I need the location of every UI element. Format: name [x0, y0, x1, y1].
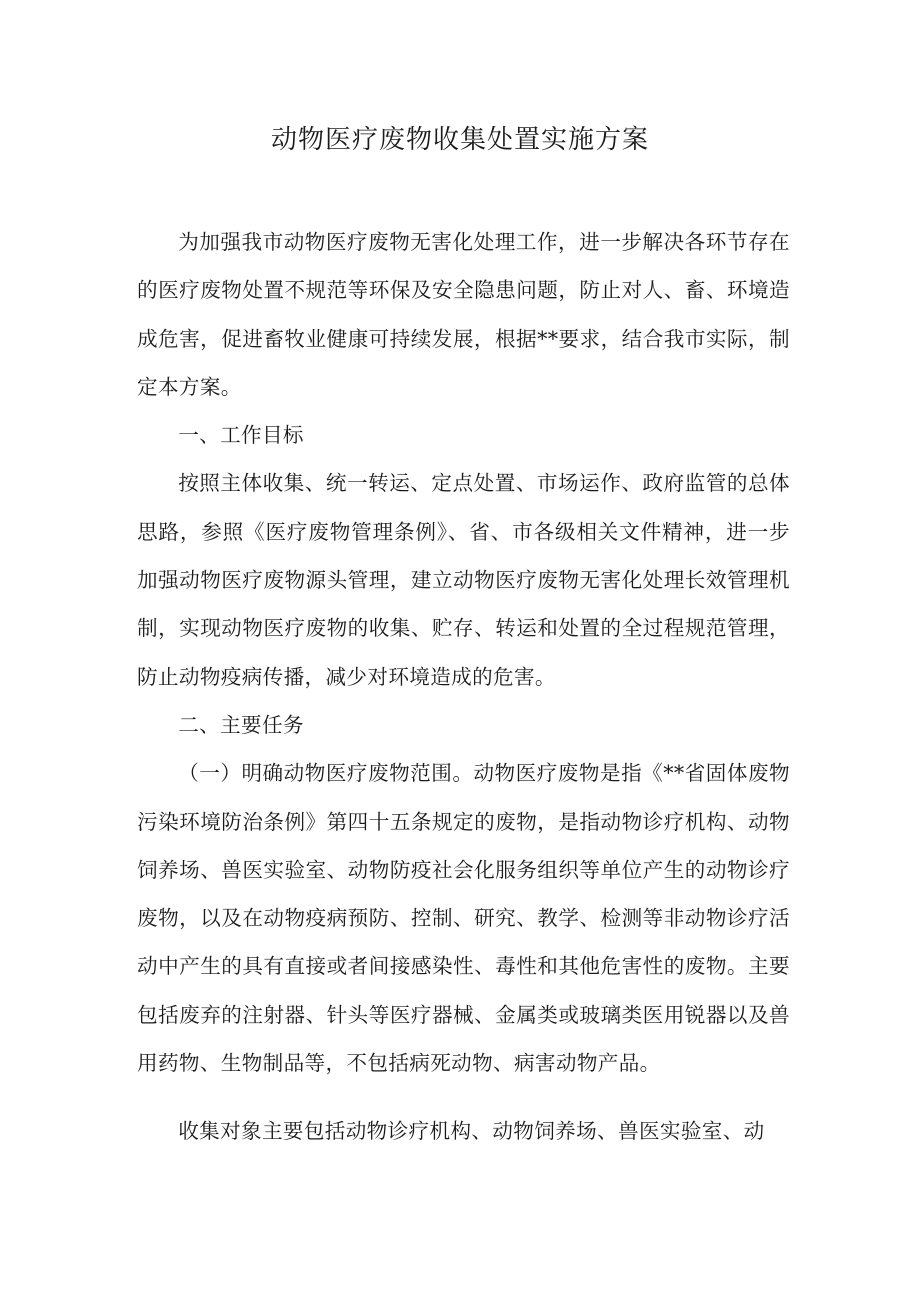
- document-body: [137, 218, 790, 1156]
- task-item-scope: （一）明确动物医疗废物范围。动物医疗废物是指《**省固体废物污染环境防治条例》第四十五条规定的废物，是指动物诊疗机构、动物饲养场、兽医实验室、动物防疫社会化服务组织等单位产生的动物诊疗废物，以及在动物疫病预防、控制、研究、教学、检测等非动物诊疗活动中产生的具有直接或者间接感染性、毒性和其他危害性的废物。主要包括废弃的注射器、针头等医疗器械、金属类或玻璃类医用锐器以及兽用药物、生物制品等，不包括病死动物、病害动物产品。: [137, 761, 790, 1076]
- section-heading-tasks: 二、主要任务: [178, 712, 304, 737]
- collection-targets-paragraph: 收集对象主要包括动物诊疗机构、动物饲养场、兽医实验室、动: [178, 1119, 765, 1144]
- section-heading-goals: 一、工作目标: [178, 423, 304, 448]
- intro-paragraph: 为加强我市动物医疗废物无害化处理工作，进一步解决各环节存在的医疗废物处置不规范等环保及安全隐患问题，防止对人、畜、环境造成危害，促进畜牧业健康可持续发展，根据**要求，结合我市实际，制定本方案。: [137, 230, 790, 399]
- goals-paragraph: 按照主体收集、统一转运、定点处置、市场运作、政府监管的总体思路，参照《医疗废物管理条例》、省、市各级相关文件精神，进一步加强动物医疗废物源头管理，建立动物医疗废物无害化处理长效管理机制，实现动物医疗废物的收集、贮存、转运和处置的全过程规范管理，防止动物疫病传播，减少对环境造成的危害。: [137, 471, 790, 689]
- paragraph-gap: [137, 1087, 790, 1107]
- document-title: 动物医疗废物收集处置实施方案: [270, 125, 649, 155]
